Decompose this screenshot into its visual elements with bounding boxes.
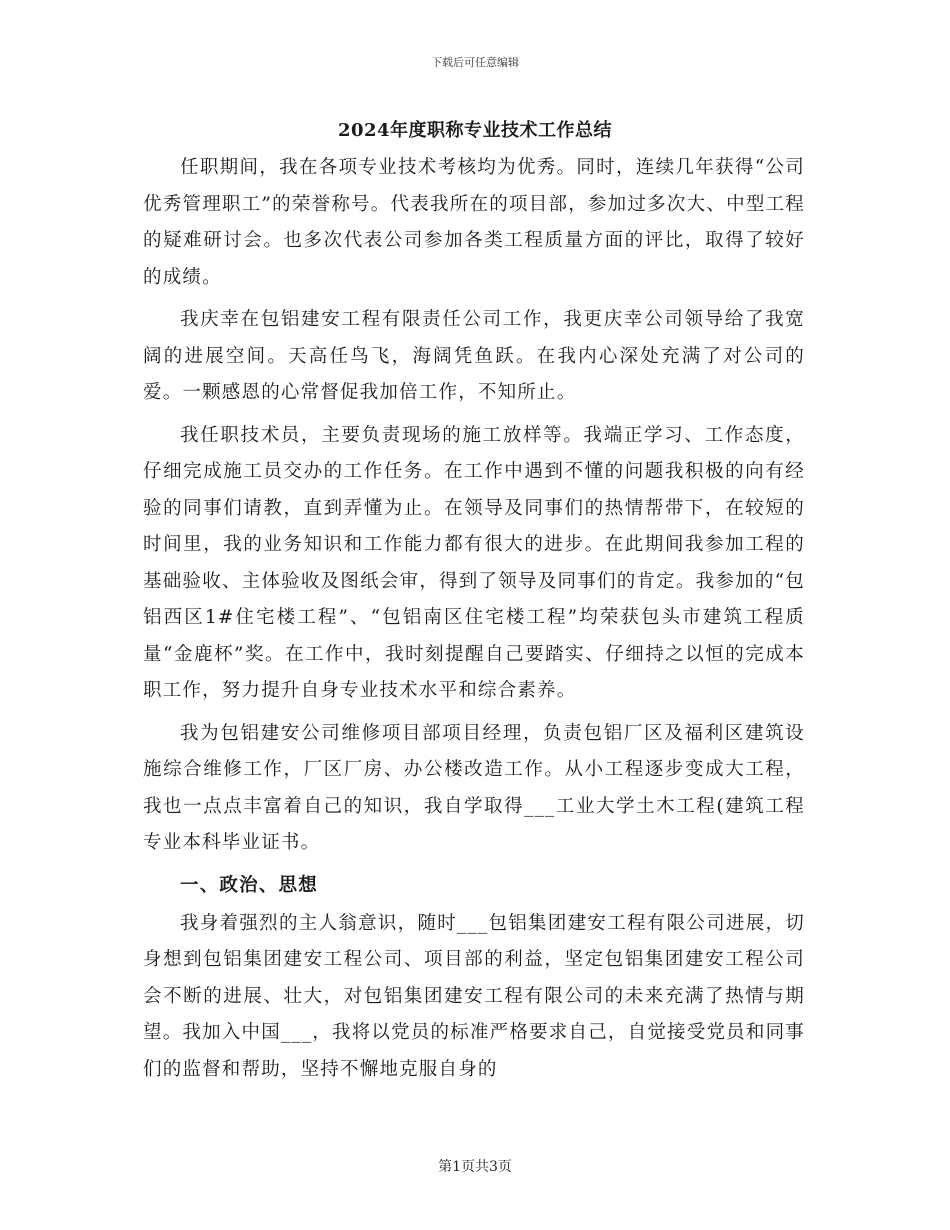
document-body xyxy=(143,150,805,1094)
paragraph-2: 我庆幸在包铝建安工程有限责任公司工作，我更庆幸公司领导给了我宽阔的进展空间。天高任鸟飞，海阔凭鱼跃。在我内心深处充满了对公司的爱。一颗感恩的心常督促我加倍工作，不知所止。 xyxy=(143,309,805,403)
section-paragraph: 我身着强烈的主人翁意识，随时___包铝集团建安工程有限公司进展，切身想到包铝集团建安工程公司、项目部的利益，坚定包铝集团建安工程公司会不断的进展、壮大，对包铝集团建安工程有限公司的未来充满了热情与期望。我加入中国___，我将以党员的标准严格要求自己，自觉接受党员和同事们的监督和帮助，坚持不懈地克服自身的 xyxy=(143,912,805,1080)
section-heading: 一、政治、思想 xyxy=(180,874,318,896)
paragraph-3: 我任职技术员，主要负责现场的施工放样等。我端正学习、工作态度，仔细完成施工员交办的工作任务。在工作中遇到不懂的问题我积极的向有经验的同事们请教，直到弄懂为止。在领导及同事们的热情帮带下，在较短的时间里，我的业务知识和工作能力都有很大的进步。在此期间我参加工程的基础验收、主体验收及图纸会审，得到了领导及同事们的肯定。我参加的“包铝西区1#住宅楼工程”、“包铝南区住宅楼工程”均荣获包头市建筑工程质量“金鹿杯”奖。在工作中，我时刻提醒自己要踏实、仔细持之以恒的完成本职工作，努力提升自身专业技术水平和综合素养。 xyxy=(143,424,805,701)
paragraph-1: 任职期间，我在各项专业技术考核均为优秀。同时，连续几年获得“公司优秀管理职工”的荣誉称号。代表我所在的项目部，参加过多次大、中型工程的疑难研讨会。也多次代表公司参加各类工程质量方面的评比，取得了较好的成绩。 xyxy=(143,157,805,288)
document-title: 2024年度职称专业技术工作总结 xyxy=(337,120,613,141)
page-number: 第1页共3页 xyxy=(438,1159,512,1175)
header-note: 下载后可任意编辑 xyxy=(431,56,519,69)
paragraph-4: 我为包铝建安公司维修项目部项目经理，负责包铝厂区及福利区建筑设施综合维修工作，厂区厂房、办公楼改造工作。从小工程逐步变成大工程，我也一点点丰富着自己的知识，我自学取得___工业大学土木工程(建筑工程专业本科毕业证书。 xyxy=(143,722,805,853)
